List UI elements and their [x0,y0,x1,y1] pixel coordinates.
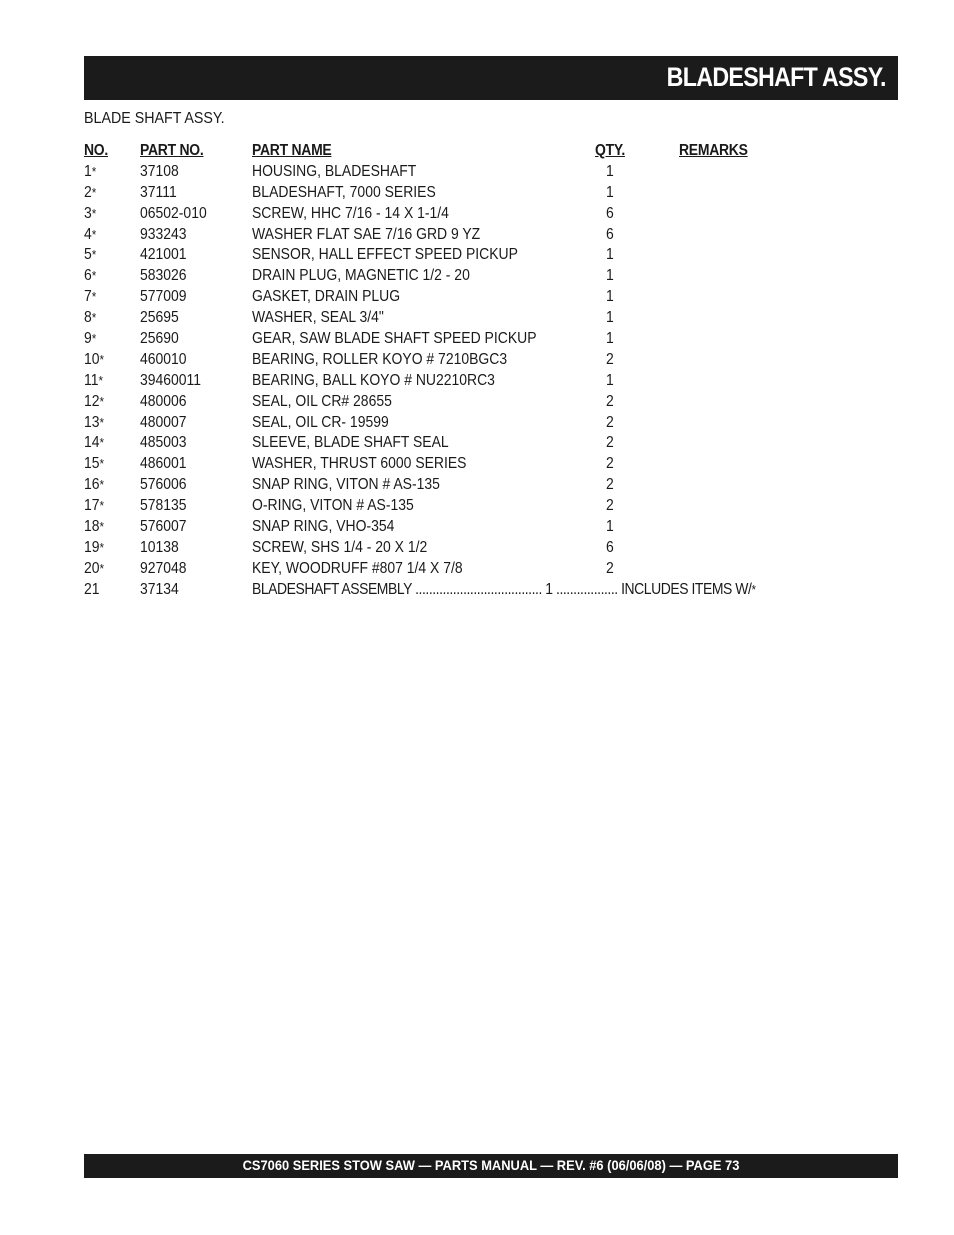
table-row [84,184,884,205]
column-header-qty: QTY. [595,142,625,159]
table-row [84,351,884,372]
cell-qty: 2 [606,559,614,577]
cell-no [84,288,96,306]
cell-qty: 2 [606,413,614,431]
cell-qty: 2 [606,497,614,515]
cell-part-no: 25695 [140,309,179,327]
cell-part-no: 577009 [140,288,187,306]
table-row [84,205,884,226]
item-number: 17 [84,497,100,515]
item-number: 18 [84,518,100,536]
cell-part-name: WASHER, SEAL 3/4" [252,309,384,327]
cell-part-name: SEAL, OIL CR- 19599 [252,413,389,431]
cell-part-no: 576006 [140,476,187,494]
cell-part-name: SLEEVE, BLADE SHAFT SEAL [252,434,449,452]
cell-qty: 1 [606,330,614,348]
footer-bar [84,1154,898,1178]
cell-part-name [252,581,756,599]
item-number: 3 [84,204,92,222]
cell-part-no: 578135 [140,497,187,515]
cell-qty: 6 [606,538,614,556]
table-row [84,163,884,184]
star-icon: * [99,351,105,367]
item-number: 2 [84,183,92,201]
table-row [84,518,884,539]
item-number: 6 [84,267,92,285]
cell-no [84,372,103,390]
cell-no [84,539,104,557]
star-icon: * [91,184,97,200]
cell-qty: 2 [606,350,614,368]
cell-part-name: SCREW, SHS 1/4 - 20 X 1/2 [252,538,428,556]
cell-part-no: 39460011 [140,371,202,389]
cell-no [84,414,104,432]
table-row [84,455,884,476]
item-number: 19 [84,538,100,556]
table-row [84,560,884,581]
cell-part-no: 486001 [140,455,187,473]
cell-no [84,518,104,536]
star-icon: * [99,456,105,472]
cell-no: 21 [84,580,100,598]
footer-text: CS7060 SERIES STOW SAW — PARTS MANUAL — REV. #6 (06/06/08) — PAGE 73 [242,1157,740,1173]
table-row [84,539,884,560]
section-title: BLADE SHAFT ASSY. [84,110,225,127]
star-icon: * [91,247,97,263]
table-row-assembly [84,581,884,602]
cell-qty: 6 [606,204,614,222]
item-number: 14 [84,434,100,452]
table-body [84,163,884,581]
star-icon: * [91,226,97,242]
cell-part-name: GASKET, DRAIN PLUG [252,288,401,306]
item-number: 12 [84,392,100,410]
star-icon: * [99,414,105,430]
cell-part-name: SNAP RING, VITON # AS-135 [252,476,440,494]
cell-no [84,309,96,327]
item-number: 5 [84,246,92,264]
cell-qty: 1 [606,162,614,180]
star-icon: * [98,372,104,388]
item-number: 11 [84,371,99,389]
item-number: 8 [84,309,92,327]
cell-no [84,497,104,515]
cell-part-name: GEAR, SAW BLADE SHAFT SPEED PICKUP [252,330,537,348]
star-icon: * [99,393,105,409]
star-icon: * [99,519,105,535]
cell-part-no: 37111 [140,183,177,201]
item-number: 13 [84,413,100,431]
cell-part-no: 421001 [140,246,187,264]
table-row [84,414,884,435]
cell-no [84,476,104,494]
table-row [84,372,884,393]
cell-part-name: WASHER, THRUST 6000 SERIES [252,455,467,473]
cell-part-no: 480006 [140,392,187,410]
cell-part-name: SNAP RING, VHO-354 [252,518,395,536]
cell-part-no: 480007 [140,413,187,431]
cell-qty: 1 [606,183,614,201]
column-header-remarks: REMARKS [679,142,748,159]
cell-no [84,351,104,369]
cell-qty: 2 [606,392,614,410]
cell-qty: 6 [606,225,614,243]
star-icon: * [91,289,97,305]
cell-no [84,560,104,578]
star-icon: * [99,539,105,555]
cell-qty: 1 [606,309,614,327]
cell-part-no: 933243 [140,225,187,243]
column-header-part-no: PART NO. [140,142,204,159]
cell-part-no: 460010 [140,350,187,368]
cell-part-name: SENSOR, HALL EFFECT SPEED PICKUP [252,246,518,264]
cell-qty: 2 [606,434,614,452]
table-header [84,142,884,163]
cell-part-no: 927048 [140,559,187,577]
table-row [84,267,884,288]
star-icon: * [91,331,97,347]
table-row [84,288,884,309]
item-number: 16 [84,476,100,494]
cell-part-name: BEARING, ROLLER KOYO # 7210BGC3 [252,350,508,368]
cell-qty: 1 [606,288,614,306]
cell-part-name: SCREW, HHC 7/16 - 14 X 1-1/4 [252,204,449,222]
table-row [84,330,884,351]
table-row [84,497,884,518]
star-icon: * [99,498,105,514]
cell-part-name: DRAIN PLUG, MAGNETIC 1/2 - 20 [252,267,470,285]
cell-no [84,184,96,202]
cell-no [84,205,96,223]
cell-no [84,330,96,348]
star-icon: * [99,477,105,493]
cell-no [84,246,96,264]
cell-part-no: 485003 [140,434,187,452]
cell-part-name: HOUSING, BLADESHAFT [252,162,417,180]
cell-qty: 1 [606,371,614,389]
table-row [84,476,884,497]
cell-no [84,434,104,452]
star-icon: * [91,310,97,326]
cell-part-no: 37108 [140,162,179,180]
item-number: 10 [84,350,100,368]
cell-part-name: WASHER FLAT SAE 7/16 GRD 9 YZ [252,225,481,243]
item-number: 15 [84,455,100,473]
cell-qty: 2 [606,476,614,494]
table-row [84,309,884,330]
star-icon: * [751,581,756,597]
cell-part-name: SEAL, OIL CR# 28655 [252,392,392,410]
cell-no [84,455,104,473]
cell-qty: 1 [606,246,614,264]
table-row [84,434,884,455]
item-number: 1 [84,162,92,180]
cell-no [84,393,104,411]
cell-part-name: O-RING, VITON # AS-135 [252,497,414,515]
cell-part-name: BLADESHAFT, 7000 SERIES [252,183,436,201]
star-icon: * [91,205,97,221]
cell-no [84,267,96,285]
table-row [84,246,884,267]
cell-no [84,226,96,244]
parts-table [84,142,884,602]
cell-part-no: 10138 [140,538,179,556]
header-bar [84,56,898,100]
item-number: 4 [84,225,92,243]
column-header-no: NO. [84,142,109,159]
cell-part-name: KEY, WOODRUFF #807 1/4 X 7/8 [252,559,463,577]
item-number: 7 [84,288,92,306]
cell-part-name: BEARING, BALL KOYO # NU2210RC3 [252,371,495,389]
table-row [84,226,884,247]
star-icon: * [99,560,105,576]
cell-part-no: 25690 [140,330,179,348]
cell-part-no: 37134 [140,580,179,598]
cell-no [84,163,96,181]
assembly-name-line: BLADESHAFT ASSEMBLY ..................................... 1 .................. INCLUDES ITEMS W/ [252,580,752,598]
column-header-part-name: PART NAME [252,142,332,159]
star-icon: * [91,163,97,179]
cell-qty: 2 [606,455,614,473]
cell-part-no: 576007 [140,518,187,536]
table-row [84,393,884,414]
cell-qty: 1 [606,518,614,536]
item-number: 9 [84,330,92,348]
star-icon: * [99,435,105,451]
item-number: 20 [84,559,100,577]
star-icon: * [91,268,97,284]
page-title: BLADESHAFT ASSY. [666,62,886,92]
cell-part-no: 06502-010 [140,204,207,222]
cell-part-no: 583026 [140,267,187,285]
cell-qty: 1 [606,267,614,285]
